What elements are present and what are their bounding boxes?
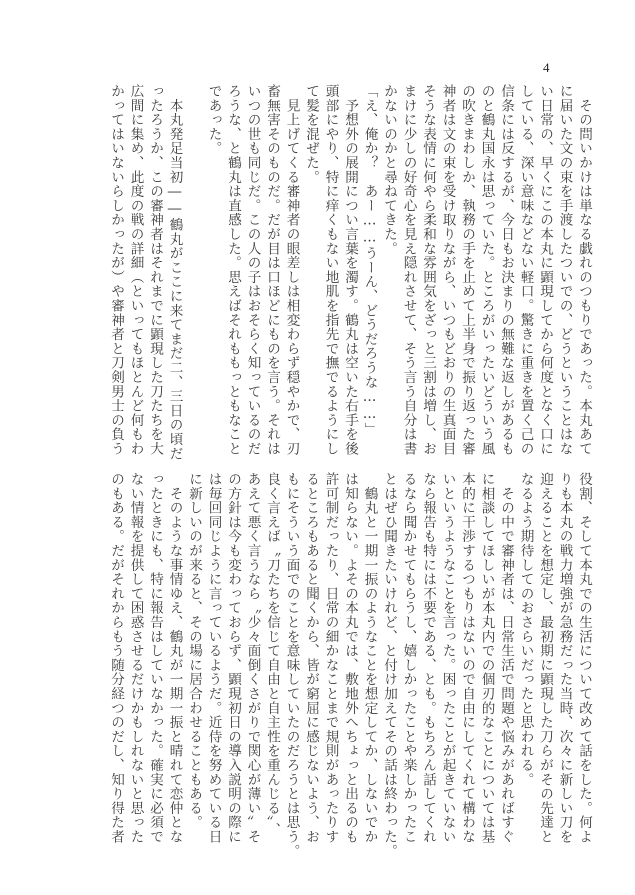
text-line: の吹きまわしか、執務の手を止めて上半身で振り返った審 [459, 84, 475, 456]
text-line: そのような事情ゆえ、鶴丸が一期一振と晴れて恋仲とな [166, 472, 183, 844]
text-line: もにそういう面でのことを意味していたのだろうとは思う。 [283, 472, 300, 859]
text-line: なら報告も特には不要である、とも。もちろん話してくれ [420, 472, 436, 844]
text-line: なるよう期待してのおさらいだったと思われる。 [517, 472, 534, 787]
text-line: のと鶴丸国永は思っていた。ところがいったいどういう風 [478, 84, 495, 456]
text-line: は毎回同じように言っているようだ。近侍を努めている日 [205, 472, 222, 844]
text-line: に新しいのが来ると、その場に居合わせることもある。 [186, 472, 202, 830]
text-line: 頭部にやり、特に痒くもない地肌を指先で撫でるようにし [322, 84, 339, 456]
text-line: りも本丸の戦力増強が急務だった当時、次々に新しい刀を [556, 472, 573, 844]
text-line: は知らない。よその本丸では、敷地外へちょっと出るのも [342, 472, 358, 844]
text-line: に相談してほしいが本丸内での個刃的なことについては基 [478, 472, 495, 844]
text-line: るなら聞かせてもらうし、嬉しかったことや楽しかったこ [400, 472, 417, 844]
text-line: ない情報を提供して困惑させるだけかもしれないと思った [127, 472, 144, 844]
text-line: 鶴丸と一期一振のようなことを想定してか、しないでか [361, 472, 378, 844]
text-line: あえて悪く言うなら〝少々面倒くさがりで関心が薄い〟そ [244, 472, 261, 844]
text-line: かってはいないらしかったが）や審神者と刀剣男士の負う [108, 84, 124, 456]
text-line: のもある。だがそれからもう随分経つのだし、知り得た者 [108, 472, 124, 844]
text-line: ったときにも、特に報告はしていなかった。確実に必須で [147, 472, 163, 844]
text-line: その問いかけは単なる戯れのつもりであった。本丸あて [576, 84, 592, 456]
text-line: の方針は今も変わっておらず、顕現初日の導入説明の際に [225, 472, 241, 844]
text-line: 広間に集め、此度の戦の詳細（といってもほとんど何もわ [127, 84, 144, 456]
text-line: 本的に干渉するつもりはないので自由にしてくれて構わな [459, 472, 475, 844]
lower-text-block [83, 472, 593, 859]
text-line: 神者は文の束を受け取りながら、いつもどおりの生真面目 [439, 84, 456, 456]
upper-text-block [83, 84, 593, 461]
text-line: まけに少しの好奇心を見え隠れさせて、そう言う自分は書 [400, 84, 417, 456]
text-line: て髪を混ぜた。 [303, 84, 319, 185]
text-line: 見上げてくる審神者の眼差しは相変わらず穏やかで、刃 [283, 84, 300, 456]
text-line: に届いた文の束を手渡したついでの、どうということはな [556, 84, 573, 456]
text-line: 予想外の展開につい言葉を濁す。鶴丸は空いた右手を後 [342, 84, 358, 456]
text-line: いつの世も同じだ。この人の子はおそらく知っているのだ [244, 84, 261, 456]
text-line: 迎えることを想定し、最初期に顕現した刀らがその先達と [537, 472, 553, 844]
text-line: るところもあると聞くから、皆が窮屈に感じないよう、お [303, 472, 319, 844]
text-line: している、深い意味などない軽口。驚きに重きを置く己の [517, 84, 534, 456]
text-line: 役割、そして本丸での生活について改めて話をした。何よ [576, 472, 592, 844]
text-line: 本丸発足当初――鶴丸がここに来てまだ二、三日の頃だ [166, 84, 183, 461]
text-line: そうな表情に何やら柔和な雰囲気をざっと三割は増し、お [420, 84, 436, 456]
text-line: 信条には反するが、今日もお決まりの無難な返しがあるも [498, 84, 514, 456]
text-line: 許可制だったり、日常の細かなことまで規則があったりす [322, 472, 339, 844]
text-line: 良く言えば〝刀たちを信じて自由と自主性を重んじる〟、 [264, 472, 280, 837]
page-number: 4 [543, 60, 550, 75]
text-line: い日常の、早くにこの本丸に顕現してから何度となく口に [537, 84, 553, 456]
text-line: いというようなことを言った。困ったことが起きていない [439, 472, 456, 844]
text-line: 畜無害そのものだ。だが目は口ほどにものを言う。それは [264, 84, 280, 456]
text-line: 「え、俺か？ あー……うーん、どうだろうな……」 [361, 84, 378, 437]
text-line: ったろうか、この審神者はそれまでに顕現した刀たちを大 [147, 84, 163, 456]
text-line: その中で審神者は、日常生活で問題や悩みがあればすぐ [498, 472, 514, 844]
text-line: かないのかと尋ねてきた。 [381, 84, 397, 256]
text-line: とはぜひ聞きたいけれど、と付け加えてその話は終わった。 [381, 472, 397, 859]
text-line: ろうな、と鶴丸は直感した。思えばそれももっともなこと [225, 84, 241, 456]
text-line [184, 84, 204, 436]
text-line: であった。 [205, 84, 222, 156]
